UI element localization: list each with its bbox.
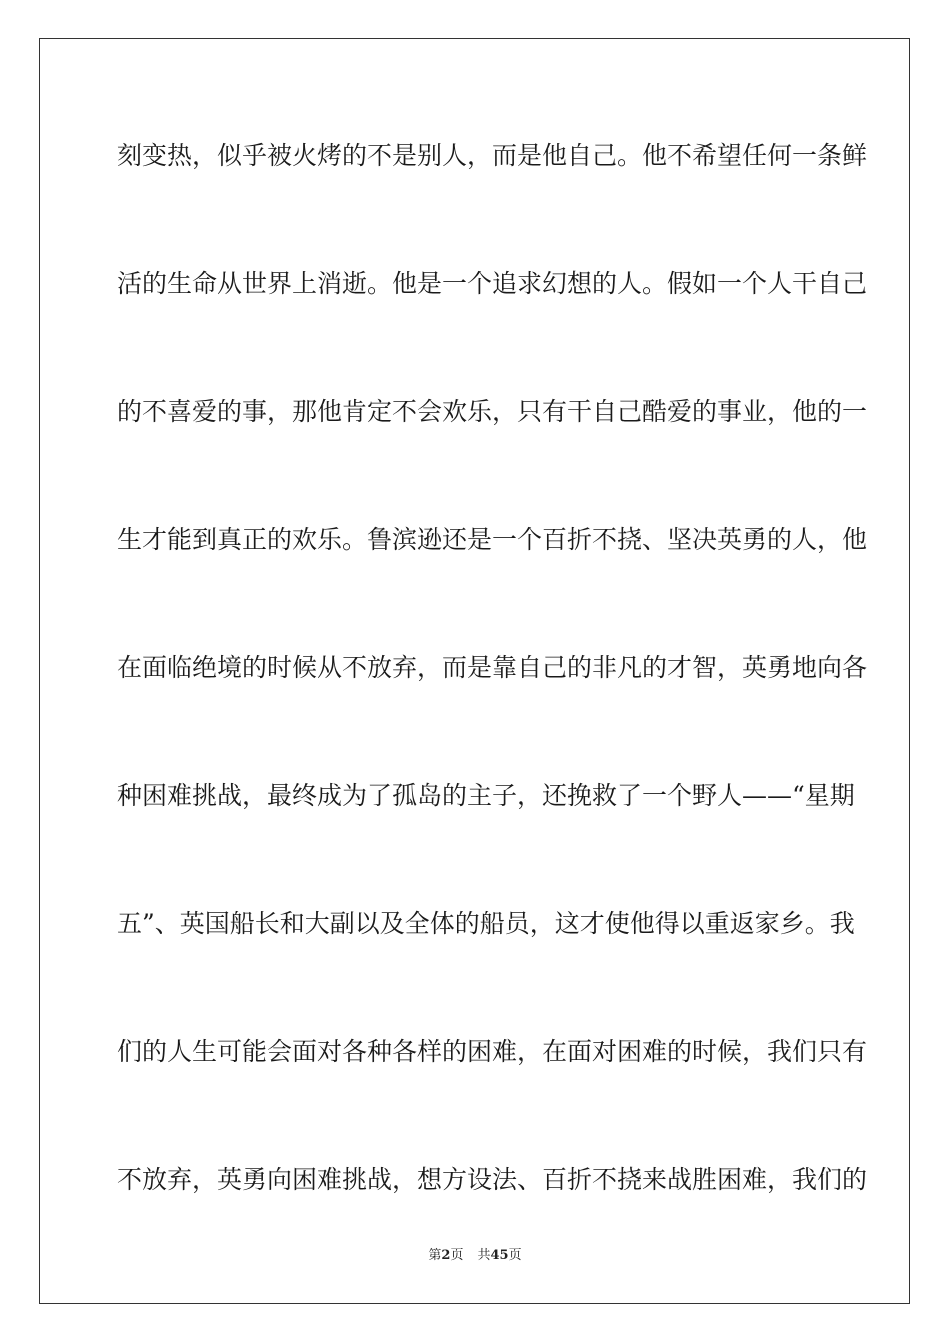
text-line-9: 不放弃，英勇向困难挑战，想方设法、百折不挠来战胜困难，我们的	[117, 1165, 868, 1194]
total-label-prefix: 共	[477, 1248, 491, 1263]
total-pages: 45	[490, 1248, 509, 1263]
total-label-suffix: 页	[508, 1248, 522, 1263]
page-footer	[0, 1247, 950, 1265]
page-number: 2	[441, 1248, 451, 1263]
text-line-6: 种困难挑战，最终成为了孤岛的主子，还挽救了一个野人——“星期	[117, 781, 855, 810]
document-body	[117, 131, 868, 1204]
text-line-7: 五”、英国船长和大副以及全体的船员，这才使他得以重返家乡。我	[117, 909, 855, 938]
text-line-5: 在面临绝境的时候从不放弃，而是靠自己的非凡的才智，英勇地向各	[117, 653, 868, 682]
page-label-suffix: 页	[450, 1248, 464, 1263]
text-line-2: 活的生命从世界上消逝。他是一个追求幻想的人。假如一个人干自己	[117, 269, 868, 298]
page-label-prefix: 第	[428, 1248, 442, 1263]
text-line-3: 的不喜爱的事，那他肯定不会欢乐，只有干自己酷爱的事业，他的一	[117, 397, 868, 426]
text-line-1: 刻变热，似乎被火烤的不是别人，而是他自己。他不希望任何一条鲜	[117, 141, 868, 170]
text-line-8: 们的人生可能会面对各种各样的困难，在面对困难的时候，我们只有	[117, 1037, 868, 1066]
text-line-4: 生才能到真正的欢乐。鲁滨逊还是一个百折不挠、坚决英勇的人，他	[117, 525, 868, 554]
